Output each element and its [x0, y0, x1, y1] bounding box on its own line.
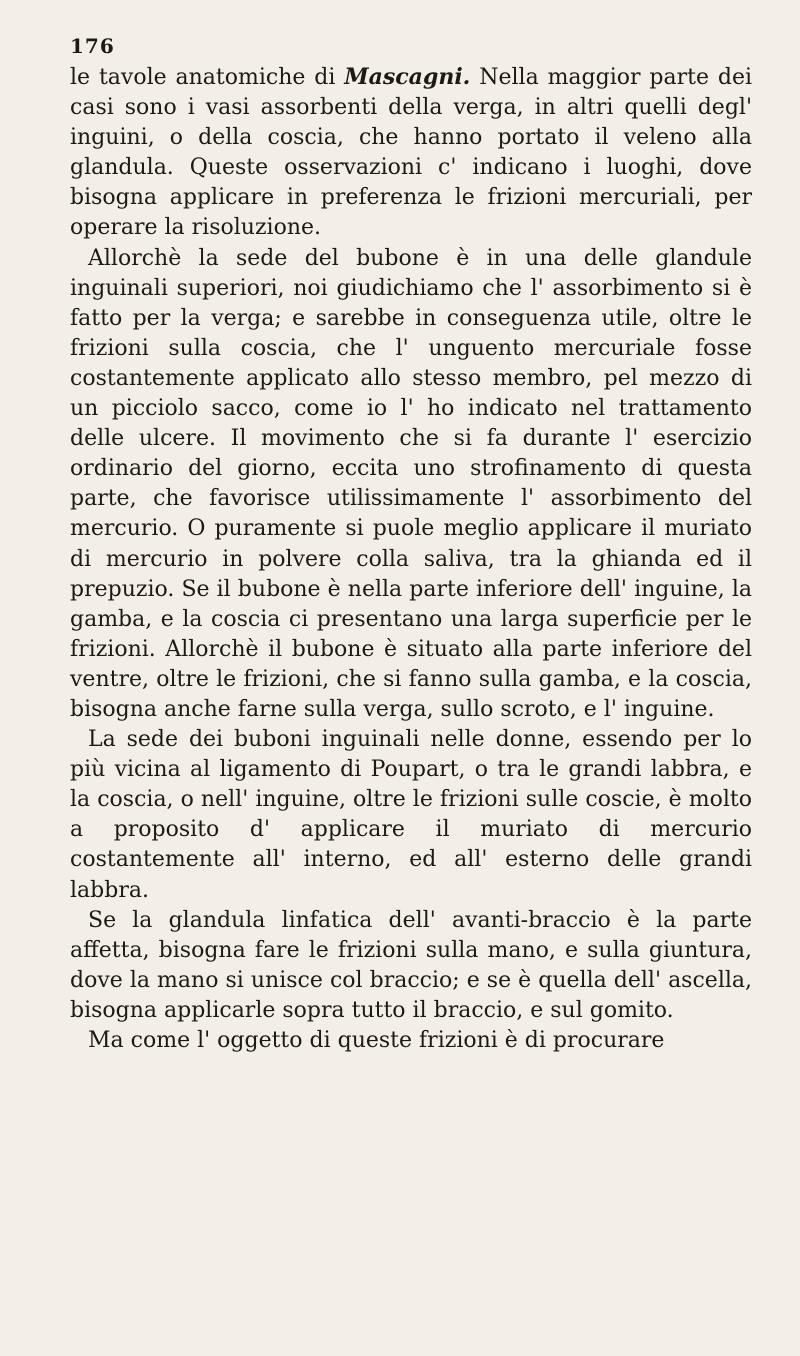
paragraph-2: Allorchè la sede del bubone è in una delle glandule inguinali superiori, noi giudichiamo che l' assorbimento si è fatto per la verga; e sarebbe in conseguenza utile, oltre le frizioni sulla coscia, che l' unguento mercuriale fosse costantemente applicato allo stesso membro, pel mezzo di un picciolo sacco, come io l' ho indicato nel trattamento delle ulcere. Il movimento che si fa durante l' esercizio ordinario del giorno, eccita uno strofinamento di questa parte, che favorisce utilissimamente l' assorbimento del mercurio. O puramente si puole meglio applicare il muriato di mercurio in polvere colla saliva, tra la ghianda ed il prepuzio. Se il bubone è nella parte inferiore dell' inguine, la gamba, e la coscia ci presentano una larga superficie per le frizioni. Allorchè il bubone è situato alla parte inferiore del ventre, oltre le frizioni, che si fanno sulla gamba, e la coscia, bisogna anche farne sulla verga, sullo scroto, e l' inguine.: [70, 245, 752, 722]
author-name-mascagni: Mascagni.: [344, 64, 471, 90]
page-number: 176: [70, 34, 115, 58]
paragraph-1: [70, 62, 752, 244]
paragraph-5: Ma come l' oggetto di queste frizioni è di procurare: [88, 1028, 665, 1053]
paragraph-4: Se la glandula linfatica dell' avanti-braccio è la parte affetta, bisogna fare le frizioni sulla mano, e sulla giuntura, dove la mano si unisce col braccio; e se è quella dell' ascella, bisogna applicarle sopra tutto il braccio, e sul gomito.: [70, 907, 752, 1023]
paragraph-1-pre: le tavole anatomiche di: [70, 65, 345, 90]
paragraph-1-post: Nella maggior parte dei casi sono i vasi assorbenti della verga, in altri quelli degl' inguini, o della coscia, che hanno portato il veleno alla glandula. Queste osservazioni c' indicano i luoghi, dove bisogna applicare in preferenza le frizioni mercuriali, per operare la risoluzione.: [70, 65, 752, 241]
paragraph-3: La sede dei buboni inguinali nelle donne, essendo per lo più vicina al ligamento di Poupart, o tra le grandi labbra, e la coscia, o nell' inguine, oltre le frizioni sulle coscie, è molto a proposito d' applicare il muriato di mercurio costantemente all' interno, ed all' esterno delle grandi labbra.: [70, 727, 752, 903]
body-text: [70, 62, 752, 1056]
